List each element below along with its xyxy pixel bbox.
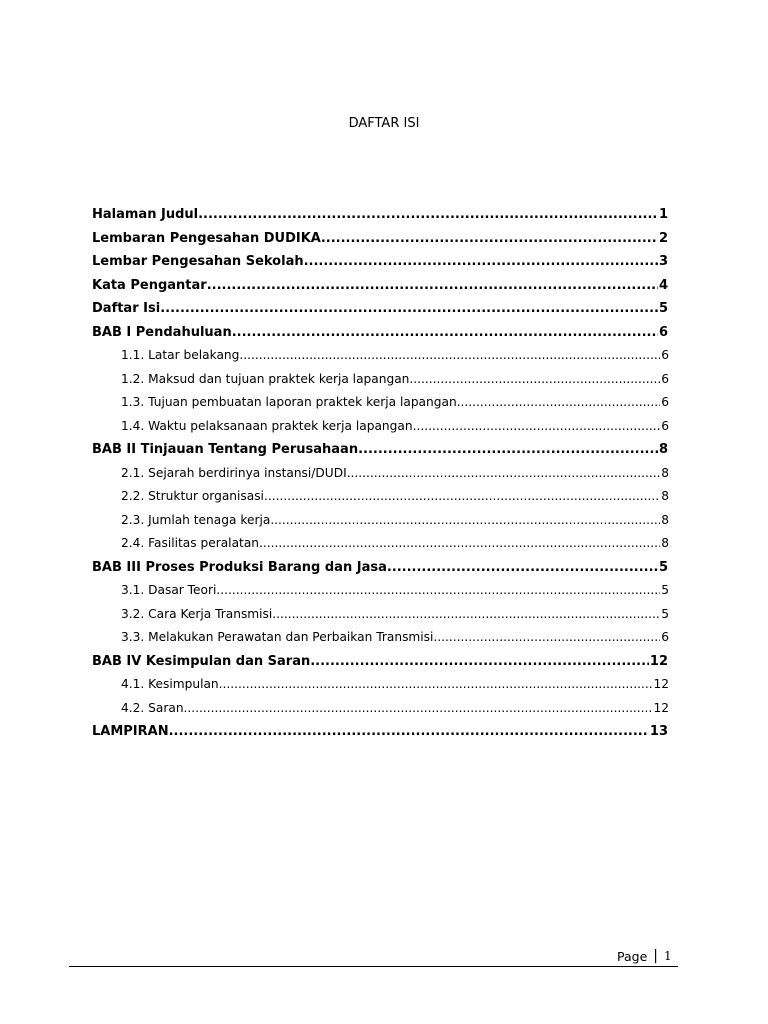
toc-section-entry [121, 372, 669, 386]
toc-entry-title: 1.3. Tujuan pembuatan laporan praktek kerja lapangan [121, 395, 457, 409]
toc-entry-title: BAB II Tinjauan Tentang Perusahaan [92, 442, 359, 457]
toc-chapter-entry [92, 254, 668, 269]
toc-section-entry [121, 466, 669, 480]
toc-dot-leader [347, 466, 661, 480]
toc-entry-page: 6 [661, 371, 669, 386]
toc-dot-leader [184, 701, 653, 715]
toc-entry-title: Halaman Judul [92, 207, 199, 222]
toc-entry-title: Lembaran Pengesahan DUDIKA [92, 230, 321, 246]
toc-entry-page: 2 [658, 230, 668, 246]
toc-entry-page: 8 [661, 512, 669, 527]
toc-dot-leader [270, 513, 660, 527]
toc-entry-title: BAB IV Kesimpulan dan Saran [92, 653, 311, 669]
toc-chapter-entry [92, 654, 668, 669]
toc-entry-page: 5 [658, 301, 668, 316]
toc-dot-leader [272, 607, 660, 621]
toc-entry-page: 6 [661, 395, 669, 409]
toc-section-entry [121, 489, 669, 503]
toc-entry-title: 2.4. Fasilitas peralatan [121, 536, 260, 550]
toc-entry-page: 5 [658, 559, 668, 575]
toc-dot-leader [264, 489, 660, 503]
toc-entry-page: 8 [661, 536, 669, 550]
toc-entry-page: 5 [661, 583, 669, 597]
page-label: Page [617, 948, 648, 964]
toc-entry-title: BAB I Pendahuluan [92, 324, 232, 340]
toc-dot-leader [216, 583, 660, 597]
toc-dot-leader [232, 325, 658, 340]
toc-entry-title: Daftar Isi [92, 301, 161, 316]
toc-section-entry [121, 419, 669, 433]
toc-entry-title: 3.2. Cara Kerja Transmisi [121, 606, 273, 621]
toc-chapter-entry [92, 301, 668, 316]
toc-section-entry [121, 513, 669, 527]
toc-dot-leader [358, 442, 658, 457]
toc-entry-title: 1.2. Maksud dan tujuan praktek kerja lapangan [121, 371, 410, 386]
page-footer [617, 948, 672, 964]
toc-dot-leader [169, 724, 649, 739]
toc-section-entry [121, 677, 669, 691]
toc-entry-title: 1.1. Latar belakang [121, 348, 240, 362]
toc-chapter-entry [92, 724, 668, 739]
toc-entry-page: 12 [653, 700, 669, 715]
toc-chapter-entry [92, 231, 668, 246]
toc-dot-leader [259, 536, 660, 550]
toc-dot-leader [409, 372, 660, 386]
toc-chapter-entry [92, 325, 668, 340]
toc-entry-page: 1 [658, 207, 668, 222]
page-title: DAFTAR ISI [348, 116, 420, 131]
toc-entry-page: 12 [653, 677, 669, 691]
toc-entry-title: 3.1. Dasar Teori [121, 583, 217, 597]
toc-entry-page: 6 [661, 418, 669, 433]
toc-entry-page: 8 [661, 489, 669, 503]
toc-entry-page: 8 [661, 465, 669, 480]
toc-entry-page: 6 [661, 630, 669, 644]
toc-dot-leader [387, 560, 658, 575]
toc-entry-title: 3.3. Melakukan Perawatan dan Perbaikan Transmisi [121, 630, 434, 644]
toc-chapter-entry [92, 207, 668, 222]
toc-entry-page: 4 [658, 277, 668, 293]
toc-entry-title: BAB III Proses Produksi Barang dan Jasa [92, 559, 387, 575]
footer-rule [69, 966, 678, 967]
toc-entry-title: 4.2. Saran [121, 700, 184, 715]
toc-section-entry [121, 607, 669, 621]
toc-dot-leader [198, 207, 658, 222]
toc-dot-leader [457, 395, 661, 409]
toc-entry-title: 2.2. Struktur organisasi [121, 489, 264, 503]
toc-dot-leader [413, 419, 661, 433]
toc-entry-page: 6 [661, 348, 669, 362]
toc-section-entry [121, 348, 669, 362]
toc-section-entry [121, 630, 669, 644]
toc-entry-page: 6 [658, 324, 668, 340]
toc-chapter-entry [92, 560, 668, 575]
toc-entry-page: 5 [661, 606, 669, 621]
toc-entry-title: 2.3. Jumlah tenaga kerja [121, 512, 271, 527]
toc-section-entry [121, 701, 669, 715]
toc-chapter-entry [92, 442, 668, 457]
toc-section-entry [121, 536, 669, 550]
toc-entry-page: 8 [658, 442, 668, 457]
toc-section-entry [121, 583, 669, 597]
toc-entry-page: 12 [649, 653, 668, 669]
page-number: 1 [663, 949, 672, 963]
toc-entry-title: LAMPIRAN [92, 724, 169, 739]
toc-dot-leader [304, 254, 658, 269]
toc-entry-title: 4.1. Kesimpulan [121, 677, 219, 691]
toc-entry-title: 1.4. Waktu pelaksanaan praktek kerja lapangan [121, 418, 413, 433]
toc-dot-leader [433, 630, 660, 644]
toc-entry-page: 3 [658, 254, 668, 269]
toc-entry-title: Kata Pengantar [92, 277, 207, 293]
toc-section-entry [121, 395, 669, 409]
toc-dot-leader [207, 278, 658, 293]
toc-entry-title: Lembar Pengesahan Sekolah [92, 254, 304, 269]
toc-entry-title: 2.1. Sejarah berdirinya instansi/DUDI [121, 465, 347, 480]
toc-dot-leader [160, 301, 658, 316]
toc-dot-leader [239, 348, 660, 362]
toc-dot-leader [219, 677, 653, 691]
toc-chapter-entry [92, 278, 668, 293]
toc-entry-page: 13 [649, 724, 668, 739]
toc-dot-leader [310, 654, 649, 669]
page-separator: | [653, 948, 658, 964]
toc-dot-leader [321, 231, 658, 246]
